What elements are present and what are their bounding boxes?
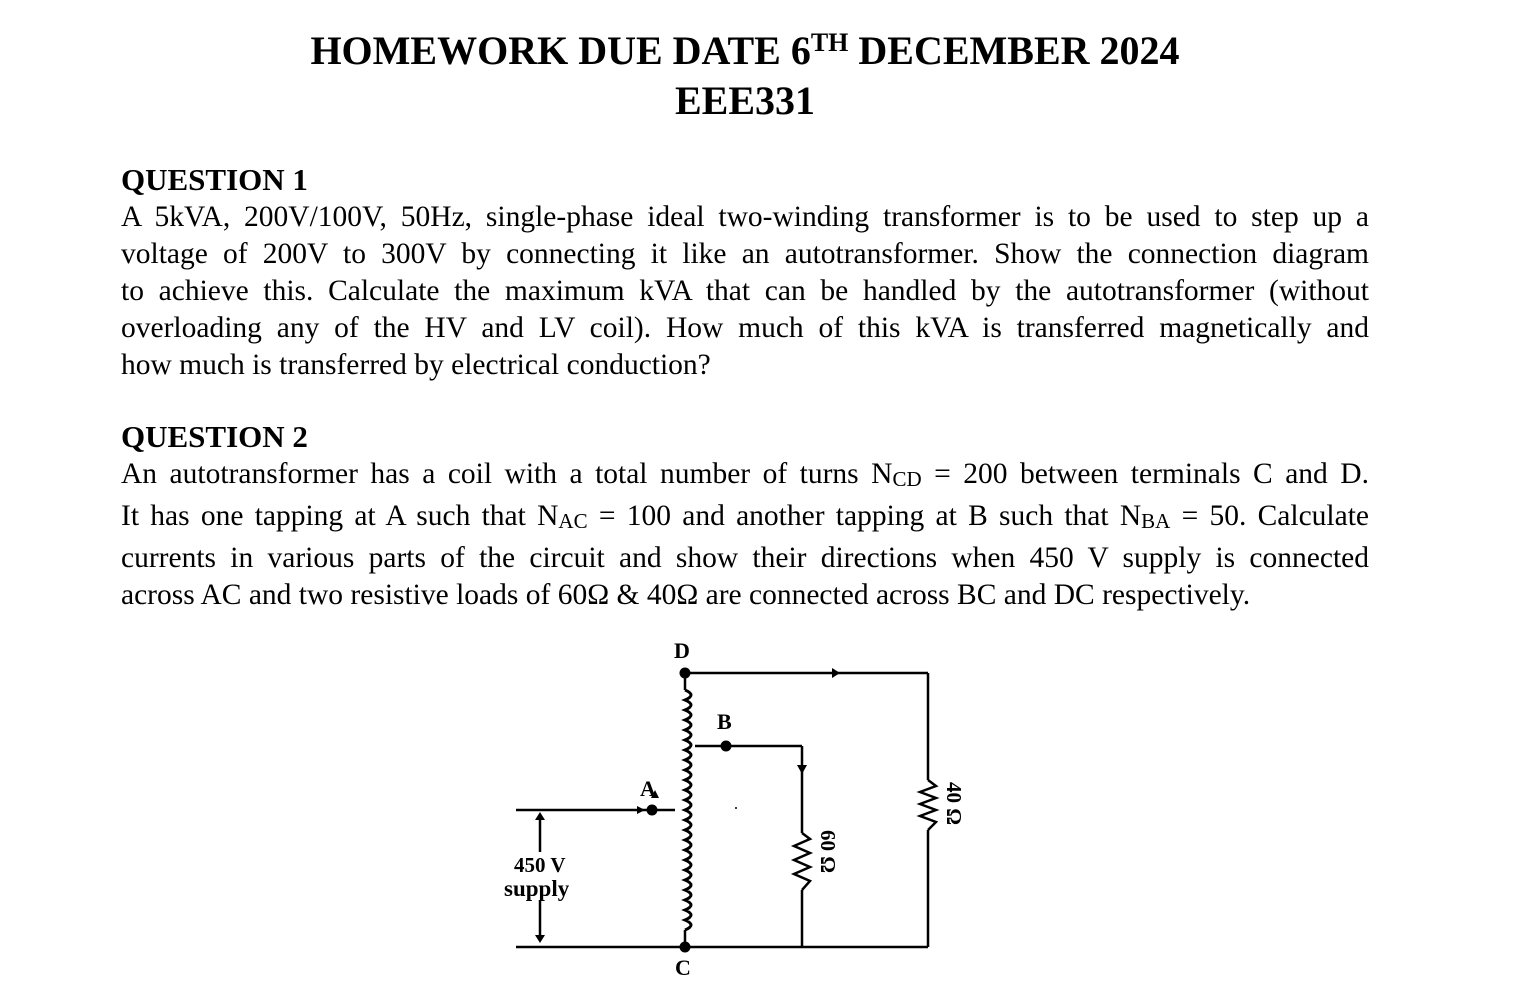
resistor-40-ohm <box>920 780 936 830</box>
question-1-heading: QUESTION 1 <box>121 162 308 197</box>
arrow-right-icon <box>637 806 645 814</box>
q2-line: across AC and two resistive loads of 60Ω & 40Ω are connected across BC and DC respectively. <box>121 579 1251 611</box>
subscript-cd: CD <box>892 467 922 491</box>
label-supply-word: supply <box>504 876 570 901</box>
question-2-heading: QUESTION 2 <box>121 419 308 454</box>
q2-text: = 200 between terminals C and D. <box>921 458 1369 490</box>
label-terminal-c: C <box>675 955 691 980</box>
q1-line: how much is transferred by electrical conduction? <box>121 349 711 381</box>
q2-line <box>121 456 1369 498</box>
label-terminal-d: D <box>674 638 690 663</box>
coil-winding <box>685 690 691 930</box>
question-1-body <box>121 199 1369 384</box>
arrow-down-icon <box>535 935 545 943</box>
label-load-40-ohm: 40 Ω <box>942 782 966 826</box>
q2-line: currents in various parts of the circuit and show their directions when 450 V supply is connected <box>121 542 1369 574</box>
q1-line: A 5kVA, 200V/100V, 50Hz, single-phase ideal two-winding transformer is to be used to step up a <box>121 201 1369 233</box>
terminal-b-dot <box>721 741 732 752</box>
q2-text: = 50. Calculate <box>1170 500 1369 532</box>
speck <box>735 807 737 809</box>
terminal-c-dot <box>680 942 691 953</box>
title-superscript: TH <box>810 28 849 57</box>
q1-line: overloading any of the HV and LV coil). How much of this kVA is transferred magnetically and <box>121 312 1369 344</box>
subscript-ba: BA <box>1141 509 1171 533</box>
terminal-d-dot <box>680 668 691 679</box>
q1-line: to achieve this. Calculate the maximum kVA that can be handled by the autotransformer (without <box>121 275 1369 307</box>
terminal-a-dot <box>647 805 658 816</box>
course-code: EEE331 <box>674 78 816 123</box>
q2-text: An autotransformer has a coil with a total number of turns N <box>121 458 893 490</box>
title-prefix: HOMEWORK DUE DATE 6 <box>310 28 811 73</box>
q1-line: voltage of 200V to 300V by connecting it like an autotransformer. Show the connection diagram <box>121 238 1369 270</box>
title-suffix: DECEMBER 2024 <box>848 28 1180 73</box>
question-2-body <box>121 456 1369 614</box>
label-terminal-a: A <box>640 776 656 801</box>
label-load-60-ohm: 60 Ω <box>816 830 840 874</box>
resistor-60-ohm <box>794 833 810 890</box>
label-supply-voltage: 450 V <box>514 853 566 877</box>
arrow-up-icon <box>535 812 545 820</box>
autotransformer-circuit-diagram <box>490 630 966 990</box>
label-terminal-b: B <box>717 709 732 734</box>
homework-title <box>0 27 1490 75</box>
q2-line <box>121 498 1369 540</box>
subscript-ac: AC <box>558 509 588 533</box>
arrow-down-icon <box>797 765 807 774</box>
arrow-right-icon <box>832 668 840 678</box>
q2-text: It has one tapping at A such that N <box>121 500 559 532</box>
q2-text: = 100 and another tapping at B such that N <box>587 500 1142 532</box>
